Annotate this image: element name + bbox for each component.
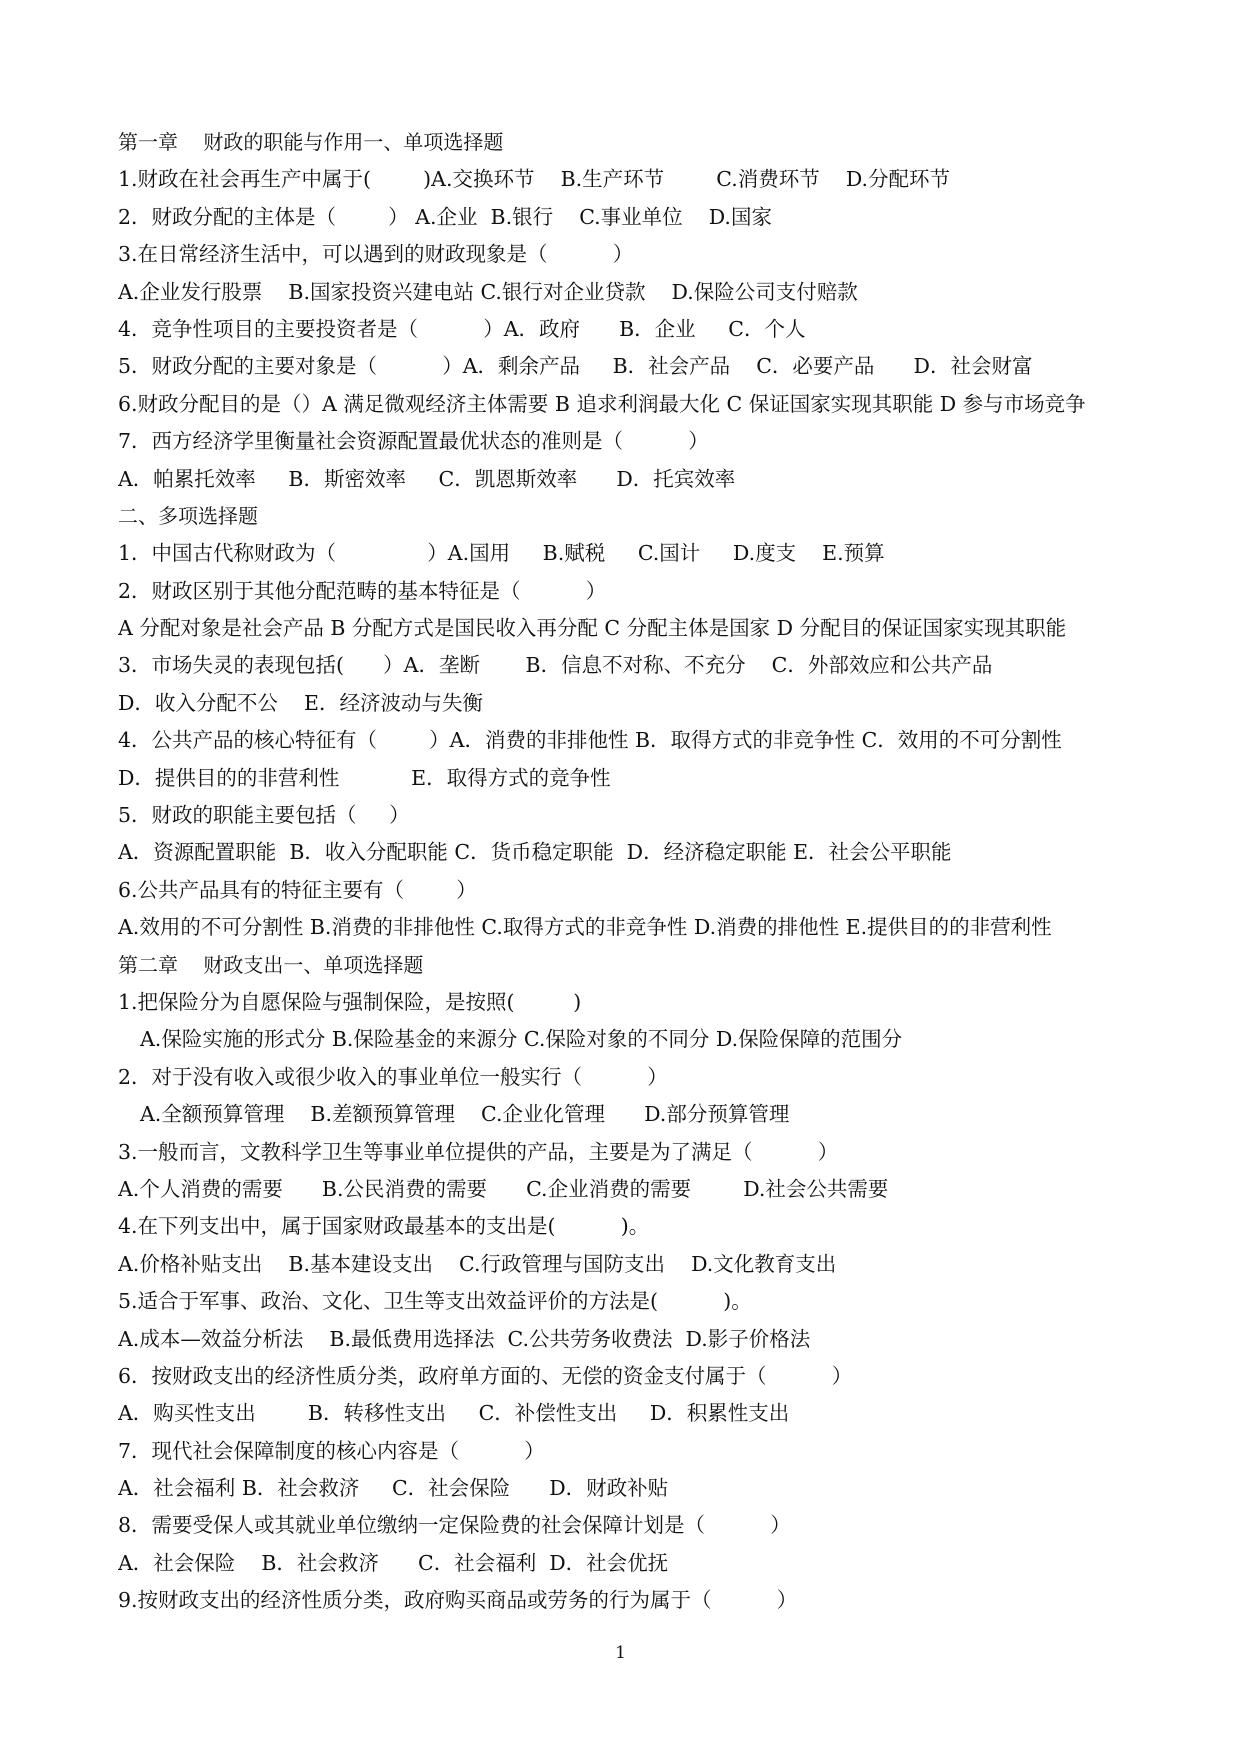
text-line: A.效用的不可分割性 B.消费的非排他性 C.取得方式的非竞争性 D.消费的排他性 E.提供目的的非营利性 (118, 915, 1052, 940)
document-body (118, 124, 1128, 1620)
text-line: 3.一般而言，文教科学卫生等事业单位提供的产品，主要是为了满足（ ） (118, 1139, 839, 1164)
text-line: 2．财政区别于其他分配范畴的基本特征是（ ） (118, 578, 607, 603)
text-line: 3．市场失灵的表现包括( ）A．垄断 B．信息不对称、不充分 C．外部效应和公共产品 (118, 653, 993, 678)
text-line: A.个人消费的需要 B.公民消费的需要 C.企业消费的需要 D.社会公共需要 (118, 1176, 889, 1201)
text-line: A.企业发行股票 B.国家投资兴建电站 C.银行对企业贷款 D.保险公司支付赔款 (118, 279, 858, 304)
text-line: A.成本—效益分析法 B.最低费用选择法 C.公共劳务收费法 D.影子价格法 (118, 1326, 811, 1351)
text-line: 6.财政分配目的是（）A 满足微观经济主体需要 B 追求利润最大化 C 保证国家实现其职能 D 参与市场竞争 (118, 391, 1086, 416)
text-line: A.保险实施的形式分 B.保险基金的来源分 C.保险对象的不同分 D.保险保障的范围分 (140, 1027, 903, 1052)
section-heading: 第一章 财政的职能与作用一、单项选择题 (118, 130, 504, 154)
text-line: 2．财政分配的主体是（ ） A.企业 B.银行 C.事业单位 D.国家 (118, 204, 772, 229)
section-heading: 二、多项选择题 (118, 503, 258, 528)
text-line: 7．西方经济学里衡量社会资源配置最优状态的准则是（ ） (118, 429, 709, 454)
text-line: D．提供目的的非营利性 E．取得方式的竞争性 (118, 765, 611, 790)
text-line: A.全额预算管理 B.差额预算管理 C.企业化管理 D.部分预算管理 (140, 1102, 790, 1127)
text-line: 5．财政分配的主要对象是（ ）A．剩余产品 B．社会产品 C．必要产品 D．社会财富 (118, 354, 1033, 379)
text-line: A．帕累托效率 B．斯密效率 C．凯恩斯效率 D．托宾效率 (118, 466, 736, 491)
text-line: 5.适合于军事、政治、文化、卫生等支出效益评价的方法是( )。 (118, 1289, 752, 1314)
text-line: 1.财政在社会再生产中属于( )A.交换环节 B.生产环节 C.消费环节 D.分配环节 (118, 167, 951, 192)
text-line: 5．财政的职能主要包括（ ） (118, 803, 410, 828)
text-line: 7．现代社会保障制度的核心内容是（ ） (118, 1438, 545, 1463)
text-line: 1．中国古代称财政为（ ）A.国用 B.赋税 C.国计 D.度支 E.预算 (118, 541, 885, 566)
text-line: A．社会保险 B．社会救济 C．社会福利 D．社会优抚 (118, 1550, 669, 1575)
text-line: 8．需要受保人或其就业单位缴纳一定保险费的社会保障计划是（ ） (118, 1513, 791, 1538)
text-line: 6.公共产品具有的特征主要有（ ） (118, 877, 477, 902)
text-line: 3.在日常经济生活中，可以遇到的财政现象是（ ） (118, 242, 634, 267)
text-line: A．社会福利 B．社会救济 C．社会保险 D．财政补贴 (118, 1476, 669, 1501)
text-line: 9.按财政支出的经济性质分类，政府购买商品或劳务的行为属于（ ） (118, 1588, 798, 1613)
text-line: D．收入分配不公 E．经济波动与失衡 (118, 690, 483, 715)
page-number: 1 (615, 1643, 626, 1663)
text-line: 4．竞争性项目的主要投资者是（ ）A．政府 B．企业 C．个人 (118, 316, 806, 341)
text-line: 4.在下列支出中，属于国家财政最基本的支出是( )。 (118, 1214, 650, 1239)
section-heading: 第二章 财政支出一、单项选择题 (118, 952, 424, 977)
text-line: 4．公共产品的核心特征有（ ）A．消费的非排他性 B．取得方式的非竞争性 C．效用的不可分割性 (118, 728, 1062, 753)
text-line: A．资源配置职能 B．收入分配职能 C．货币稳定职能 D．经济稳定职能 E．社会公平职能 (118, 840, 952, 865)
text-line: 6．按财政支出的经济性质分类，政府单方面的、无偿的资金支付属于（ ） (118, 1363, 853, 1388)
text-line: A．购买性支出 B．转移性支出 C．补偿性支出 D．积累性支出 (118, 1401, 790, 1426)
text-line: 2．对于没有收入或很少收入的事业单位一般实行（ ） (118, 1064, 668, 1089)
text-line: 1.把保险分为自愿保险与强制保险，是按照( ) (118, 989, 582, 1014)
text-line: A.价格补贴支出 B.基本建设支出 C.行政管理与国防支出 D.文化教育支出 (118, 1251, 837, 1276)
text-line: A 分配对象是社会产品 B 分配方式是国民收入再分配 C 分配主体是国家 D 分配目的保证国家实现其职能 (118, 616, 1067, 641)
